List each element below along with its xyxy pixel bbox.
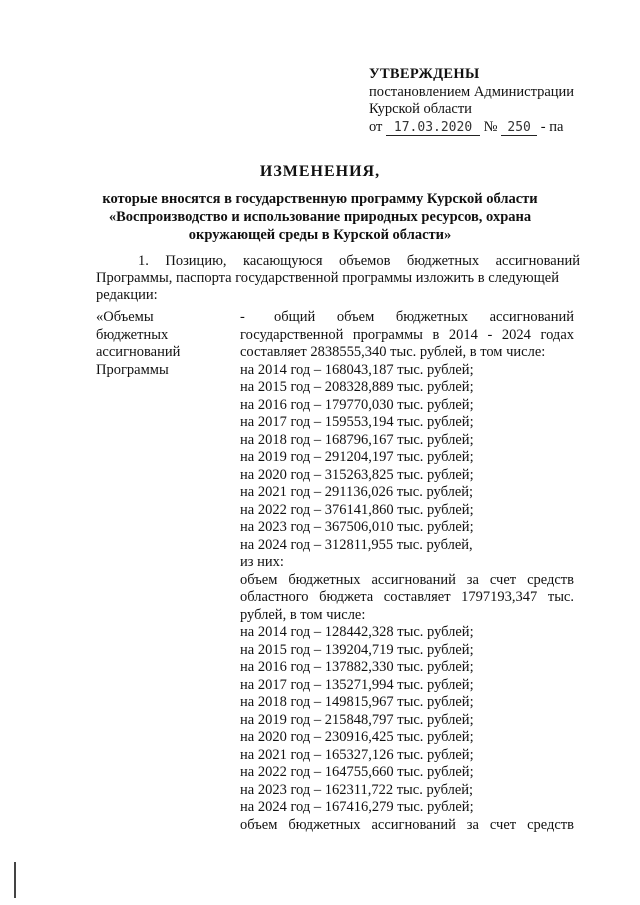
regional-year-line: на 2014 год – 128442,328 тыс. рублей; [240,624,474,640]
position-line-1: «Объемы [96,309,154,325]
regional-year-line: на 2023 год – 162311,722 тыс. рублей; [240,781,474,798]
total-year-line: на 2018 год – 168796,167 тыс. рублей; [240,431,474,448]
total-line-2: государственной программы в 2014 - 2024 годах [240,326,574,343]
regional-year-line: на 2022 год – 164755,660 тыс. рублей; [240,764,474,780]
regional-year-line: на 2020 год – 230916,425 тыс. рублей; [240,729,474,745]
of-them-label: из них: [240,554,284,570]
total-year-line: на 2020 год – 315263,825 тыс. рублей; [240,466,474,483]
title-line-1: которые вносятся в государственную программу Курской области [102,191,538,207]
title-main: ИЗМЕНЕНИЯ, [259,163,381,180]
intro-line-3: редакции: [96,287,158,303]
total-year-line: на 2021 год – 291136,026 тыс. рублей; [240,484,474,500]
position-line-2: бюджетных [96,326,169,343]
allocation-content [240,309,574,834]
title-line-2: «Воспроизводство и использование природных ресурсов, охрана [108,209,532,225]
position-line-3: ассигнований [96,344,181,360]
total-line-1: общий объем бюджетных ассигнований [274,309,574,325]
title-line-3: окружающей среды в Курской области» [188,227,452,243]
intro-paragraph [96,253,580,304]
regional-line-1: объем бюджетных ассигнований за счет средств [240,571,574,588]
document-title [60,162,580,244]
position-line-4: Программы [96,361,169,378]
regional-year-line: на 2019 год – 215848,797 тыс. рублей; [240,711,474,728]
total-year-line: на 2014 год – 168043,187 тыс. рублей; [240,361,474,378]
approval-date-line [369,119,609,137]
number-suffix: - па [540,118,564,135]
total-year-line: на 2019 год – 291204,197 тыс. рублей; [240,449,474,465]
next-allocation-line: объем бюджетных ассигнований за счет средств [240,816,574,833]
regional-line-3: рублей, в том числе: [240,606,366,623]
regional-year-line: на 2017 год – 135271,994 тыс. рублей; [240,676,474,693]
total-year-line: на 2024 год – 312811,955 тыс. рублей, [240,536,473,553]
regional-year-line: на 2016 год – 137882,330 тыс. рублей; [240,659,474,675]
total-year-line: на 2022 год – 376141,860 тыс. рублей; [240,501,474,518]
date-prefix: от [369,118,383,135]
number-prefix: № [483,118,498,135]
approval-line-1: постановлением Администрации [369,83,575,100]
total-line-3: составляет 2838555,340 тыс. рублей, в том числе: [240,344,546,360]
total-year-line: на 2016 год – 179770,030 тыс. рублей; [240,396,474,413]
margin-scan-mark [14,862,16,898]
position-label [96,309,226,379]
regional-year-line: на 2021 год – 165327,126 тыс. рублей; [240,746,474,763]
regional-year-line: на 2024 год – 167416,279 тыс. рублей; [240,799,474,815]
total-year-line: на 2023 год – 367506,010 тыс. рублей; [240,519,474,535]
total-year-line: на 2015 год – 208328,889 тыс. рублей; [240,379,474,395]
total-year-line: на 2017 год – 159553,194 тыс. рублей; [240,414,474,430]
intro-line-1: 1. Позицию, касающуюся объемов бюджетных ассигнований [138,253,580,269]
position-dash: - [240,309,245,325]
approval-heading: УТВЕРЖДЕНЫ [369,66,480,82]
regional-line-2: областного бюджета составляет 1797193,347 тыс. [240,589,574,605]
regional-year-line: на 2015 год – 139204,719 тыс. рублей; [240,641,474,658]
approval-date: 17.03.2020 [386,121,480,136]
approval-stamp [369,66,609,136]
intro-line-2: Программы, паспорта государственной программы изложить в следующей [96,270,559,286]
approval-number: 250 [501,121,537,136]
approval-line-2: Курской области [369,101,472,117]
regional-year-line: на 2018 год – 149815,967 тыс. рублей; [240,694,474,710]
